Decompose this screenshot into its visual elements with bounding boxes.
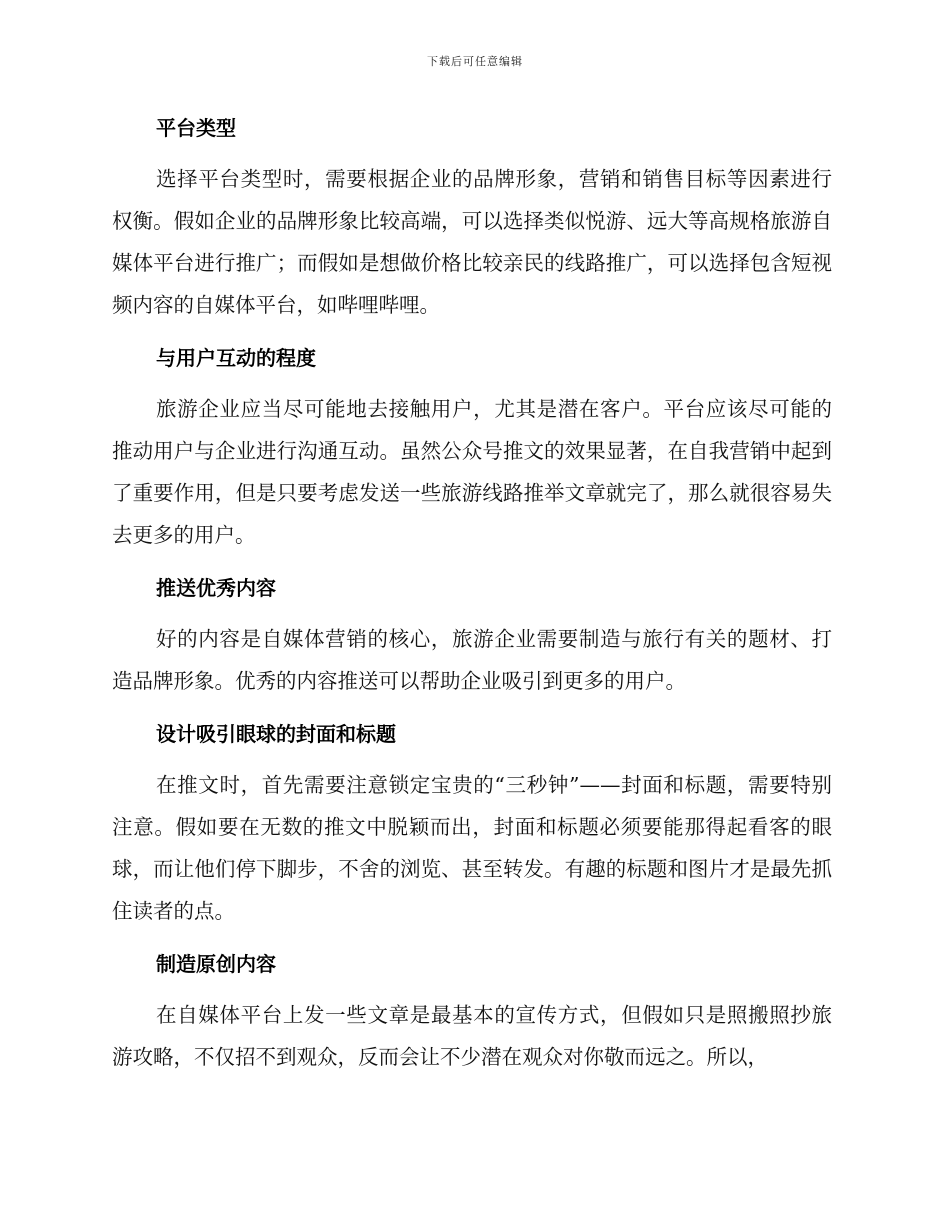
section-paragraph-cover-and-title: 在推文时，首先需要注意锁定宝贵的“三秒钟”——封面和标题，需要特别注意。假如要在无数的推文中脱颖而出，封面和标题必须要能那得起看客的眼球，而让他们停下脚步，不舍的浏览、甚至转发。有趣的标题和图片才是最先抓住读者的点。 bbox=[112, 773, 832, 923]
section-paragraph-platform-type: 选择平台类型时，需要根据企业的品牌形象，营销和销售目标等因素进行权衡。假如企业的品牌形象比较高端，可以选择类似悦游、远大等高规格旅游自媒体平台进行推广；而假如是想做价格比较亲民的线路推广，可以选择包含短视频内容的自媒体平台，如哔哩哔哩。 bbox=[112, 167, 832, 317]
page-header: 下载后可任意编辑 bbox=[427, 55, 523, 68]
section-heading-quality-content: 推送优秀内容 bbox=[156, 576, 276, 600]
section-paragraph-user-interaction: 旅游企业应当尽可能地去接触用户，尤其是潜在客户。平台应该尽可能的推动用户与企业进行沟通互动。虽然公众号推文的效果显著，在自我营销中起到了重要作用，但是只要考虑发送一些旅游线路推举文章就完了，那么就很容易失去更多的用户。 bbox=[112, 397, 832, 547]
section-heading-cover-and-title: 设计吸引眼球的封面和标题 bbox=[156, 722, 396, 746]
document-body bbox=[112, 108, 832, 1090]
section-heading-platform-type: 平台类型 bbox=[156, 116, 236, 140]
section-paragraph-quality-content: 好的内容是自媒体营销的核心，旅游企业需要制造与旅行有关的题材、打造品牌形象。优秀的内容推送可以帮助企业吸引到更多的用户。 bbox=[112, 627, 832, 693]
section-heading-original-content: 制造原创内容 bbox=[156, 952, 276, 976]
section-heading-user-interaction: 与用户互动的程度 bbox=[156, 346, 316, 370]
section-paragraph-original-content: 在自媒体平台上发一些文章是最基本的宣传方式，但假如只是照搬照抄旅游攻略，不仅招不到观众，反而会让不少潜在观众对你敬而远之。所以， bbox=[112, 1003, 832, 1069]
